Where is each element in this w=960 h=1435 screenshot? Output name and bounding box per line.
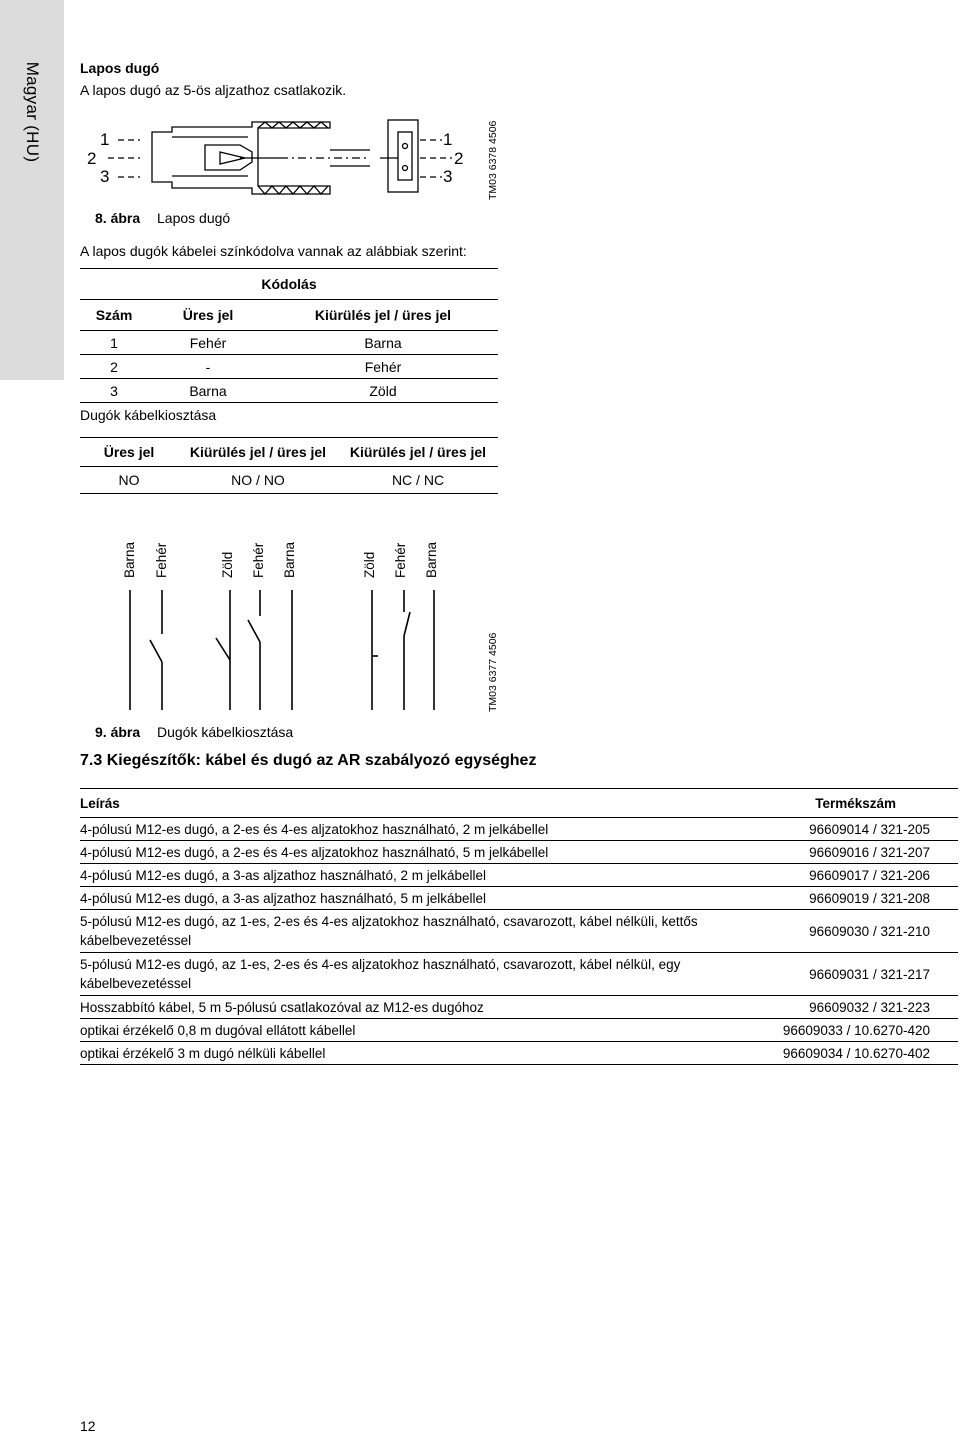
accessories-col-product: Termékszám <box>730 789 958 818</box>
accessory-description: 4-pólusú M12-es dugó, a 3-as aljzathoz használható, 5 m jelkábellel <box>80 887 730 910</box>
accessory-product-number: 96609019 / 321-208 <box>730 887 958 910</box>
table-row <box>80 379 498 403</box>
coding-title: Kódolás <box>261 276 317 292</box>
accessories-heading: 7.3 Kiegészítők: kábel és dugó az AR szabályozó egységhez <box>80 752 537 769</box>
table-row <box>80 1019 958 1042</box>
accessory-description: 4-pólusú M12-es dugó, a 3-as aljzathoz használható, 2 m jelkábellel <box>80 864 730 887</box>
figure8-caption-text: Lapos dugó <box>157 210 231 226</box>
accessory-description: Hosszabbító kábel, 5 m 5-pólusú csatlakozóval az M12-es dugóhoz <box>80 996 730 1019</box>
accessory-product-number: 96609014 / 321-205 <box>730 818 958 841</box>
flat-plug-intro: A lapos dugó az 5-ös aljzathoz csatlakozik. <box>80 82 347 98</box>
accessory-description: 4-pólusú M12-es dugó, a 2-es és 4-es aljzatokhoz használható, 2 m jelkábellel <box>80 818 730 841</box>
coding-header-num: Szám <box>95 307 133 323</box>
table-row <box>80 841 958 864</box>
table-row <box>80 331 498 355</box>
accessory-product-number: 96609030 / 321-210 <box>730 910 958 953</box>
accessory-description: optikai érzékelő 3 m dugó nélküli kábellel <box>80 1042 730 1065</box>
accessory-description: optikai érzékelő 0,8 m dugóval ellátott kábellel <box>80 1019 730 1042</box>
table-cell: Barna <box>189 382 227 399</box>
table-row <box>80 953 958 996</box>
figure9-code: TM03 6377 4506 <box>487 632 499 712</box>
table-row <box>80 910 958 953</box>
page-number: 12 <box>80 1418 96 1434</box>
table-cell: 1 <box>110 334 118 351</box>
wire-label-2: Fehér <box>154 542 169 578</box>
pin-label-right-3: 3 <box>443 167 453 186</box>
wire-label-6: Zöld <box>362 551 377 578</box>
table-row <box>80 818 958 841</box>
accessory-product-number: 96609032 / 321-223 <box>730 996 958 1019</box>
accessories-col-description: Leírás <box>80 789 730 818</box>
wire-label-5: Barna <box>282 541 297 578</box>
accessories-table <box>80 788 958 1065</box>
table-cell: 2 <box>110 358 118 375</box>
figure8-caption-num: 8. ábra <box>95 210 141 226</box>
language-side-tab <box>0 0 64 380</box>
accessory-product-number: 96609033 / 10.6270-420 <box>730 1019 958 1042</box>
cable-value-2: NO / NO <box>231 472 285 488</box>
coding-header-empty: Üres jel <box>182 307 234 323</box>
cable-header-1: Üres jel <box>103 444 155 460</box>
cable-allocation-heading: Dugók kábelkiosztása <box>80 407 217 423</box>
pin-label-left-1: 1 <box>100 130 110 149</box>
flat-plug-heading: Lapos dugó <box>80 60 160 76</box>
pin-label-left-3: 3 <box>100 167 110 186</box>
coding-table <box>80 268 498 403</box>
pin-label-left-2: 2 <box>87 149 97 168</box>
table-row <box>80 887 958 910</box>
table-cell: Fehér <box>364 358 402 375</box>
figure9-caption-text: Dugók kábelkiosztása <box>157 724 294 740</box>
table-row <box>80 864 958 887</box>
accessory-description: 5-pólusú M12-es dugó, az 1-es, 2-es és 4-es aljzatokhoz használható, csavarozott, kábel nélkül, egy kábelbevezetéssel <box>80 953 730 996</box>
accessory-description: 5-pólusú M12-es dugó, az 1-es, 2-es és 4-es aljzatokhoz használható, csavarozott, kábel nélküli, kettős kábelbevezetéssel <box>80 910 730 953</box>
table-row <box>80 1042 958 1065</box>
coding-header-drain: Kiürülés jel / üres jel <box>314 307 452 323</box>
table-cell: Fehér <box>189 334 227 351</box>
accessory-product-number: 96609016 / 321-207 <box>730 841 958 864</box>
accessory-product-number: 96609034 / 10.6270-402 <box>730 1042 958 1065</box>
cable-wiring-diagram <box>80 590 480 715</box>
wire-label-1: Barna <box>122 541 137 578</box>
flat-plug-drawing <box>80 110 480 200</box>
cable-value-3: NC / NC <box>391 472 445 488</box>
pin-label-right-1: 1 <box>443 130 453 149</box>
cable-value-1: NO <box>118 472 140 488</box>
wire-label-7: Fehér <box>393 542 408 578</box>
accessory-product-number: 96609031 / 321-217 <box>730 953 958 996</box>
table-cell: Barna <box>364 334 402 351</box>
figure8-code: TM03 6378 4506 <box>487 120 499 200</box>
table-row <box>80 355 498 379</box>
wire-label-3: Zöld <box>220 551 235 578</box>
table-cell: Zöld <box>369 382 397 399</box>
cable-header-2: Kiürülés jel / üres jel <box>189 444 327 460</box>
wire-label-8: Barna <box>424 541 439 578</box>
cable-allocation-table <box>80 437 498 494</box>
table-cell: 3 <box>110 382 118 399</box>
pin-label-right-2: 2 <box>454 149 464 168</box>
accessory-description: 4-pólusú M12-es dugó, a 2-es és 4-es aljzatokhoz használható, 5 m jelkábellel <box>80 841 730 864</box>
wire-label-4: Fehér <box>251 542 266 578</box>
color-code-intro: A lapos dugók kábelei színkódolva vannak az alábbiak szerint: <box>80 243 467 259</box>
accessory-product-number: 96609017 / 321-206 <box>730 864 958 887</box>
table-row <box>80 996 958 1019</box>
figure9-caption-num: 9. ábra <box>95 724 141 740</box>
table-cell: - <box>205 358 211 375</box>
language-label: Magyar (HU) <box>23 61 42 163</box>
cable-header-3: Kiürülés jel / üres jel <box>349 444 487 460</box>
